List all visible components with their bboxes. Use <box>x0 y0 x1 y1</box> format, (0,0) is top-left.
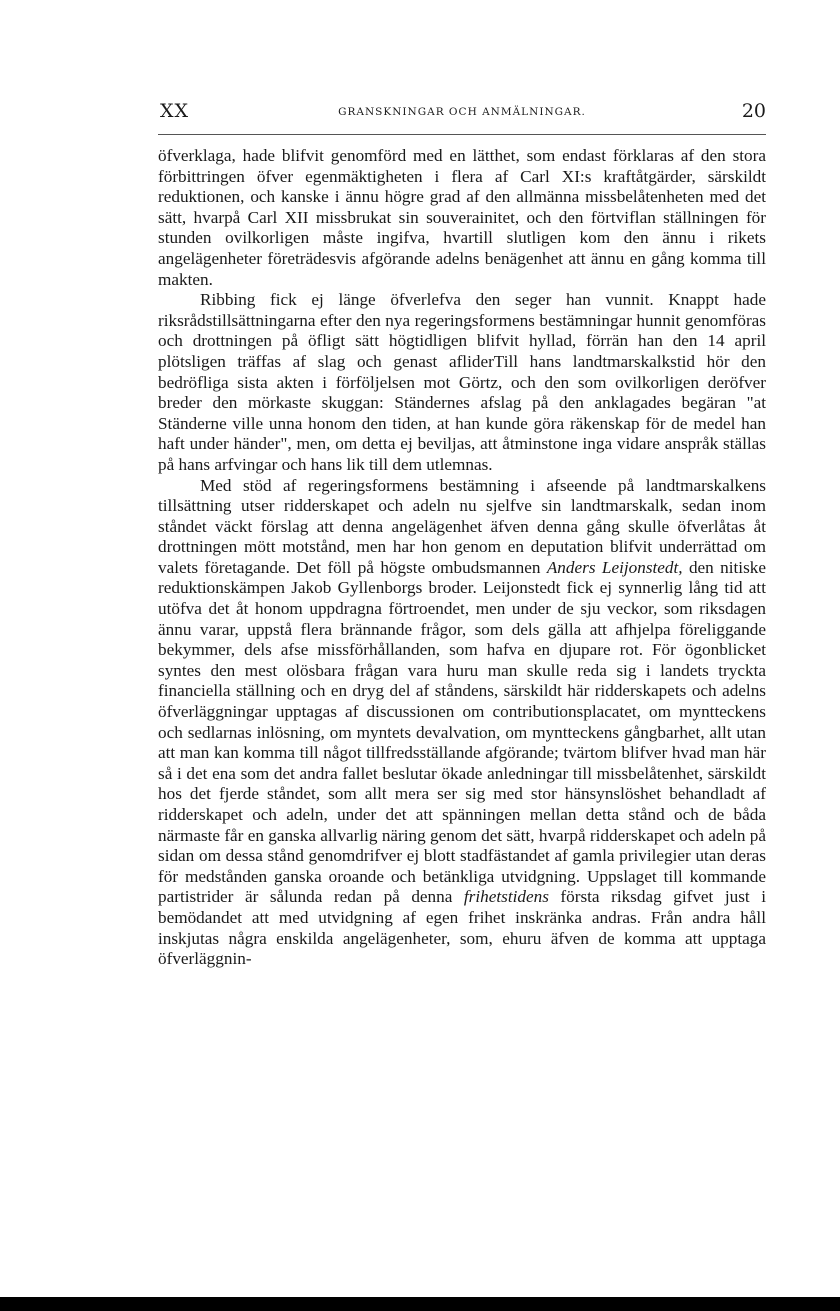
volume-number: XX <box>160 100 190 122</box>
paragraph-text: Ribbing fick ej länge öfverlefva den seger han vunnit. Knappt hade riksrådstillsättningarna efter den nya regeringsformens bestämningar hunnit genomföras och drottningen på öfligt sätt högtidligen blifvit hyllad, förrän han den 14 april plötsligen träffas af slag och genast afliderTill hans landtmarskalkstid hör den bedröfliga sista akten i förföljelsen mot Görtz, och den som ovilkorligen deröfver breder den mörkaste skuggan: Ständernes afslag på den anklagades begäran "at Ständerne ville unna honom den tiden, at han kunde göra räkenskap för de medel han haft under händer", men, om detta ej beviljas, att åtminstone inga vidare anspråk ställas på hans arfvingar och hans lik till dem utlemnas. <box>158 290 766 474</box>
scan-edge <box>0 1297 840 1311</box>
paragraph-text: den nitiske reduktionskämpen Jakob Gyllenborgs broder. Leijonstedt fick ej synnerlig lång tid att utöfva det åt honom uppdragna förtroendet, men under de sju veckor, som riksdagen ännu varar, uppstå flera brännande frågor, som dels gälla att afhjelpa föreliggande bekymmer, dels afse missförhållanden, som hafva en djupare rot. För ögonblicket syntes den mest olösbara frågan vara huru man skulle reda sig i landets tryckta financiella ställning och en dryg del af ståndens, särskildt här ridderskapets och adelns öfverläggningar upptagas af discussionen om contributionsplacatet, om myntteckens och sedlarnas inlösning, om myntets devalvation, om myntteckens gångbarhet, allt utan att man kan komma till något tillfredsställande afgörande; tvärtom blifver hvad man här så i det ena som det andra fallet beslutar ökade anledningar till missbelåtenhet, särskildt hos det fjerde ståndet, som allt mera ser sig med stor hänsynslöshet behandladt af ridderskapet och adeln, under det att spänningen mellan detta stånd och de båda närmaste får en ganska allvarlig näring genom det sätt, hvarpå ridderskapet och adeln på sidan om dessa stånd genomdrifver ej blott stadfästandet af gamla privilegier utan deras för medstånden ganska oroande och betänkliga utvidgning. Uppslaget till kommande partistrider är sålunda redan på denna <box>158 557 767 907</box>
paragraph-3 <box>158 476 766 970</box>
paragraph-2 <box>158 290 766 475</box>
paragraph-text: Med stöd af regeringsformens bestämning i afseende på landtmarskalkens tillsättning utser ridderskapet och adeln nu sjelfve sin landtmarskalk, sedan inom ståndet väckt förslag att denna angelägenhet äfven denna gång skulle öfverlåtas åt drottningen mött motstånd, men har hon genom en deputation blifvit underrättad om valets företagande. Det föll på högste ombudsmannen <box>158 475 766 577</box>
paragraph-1 <box>158 146 766 290</box>
italic-term: frihetstidens <box>463 887 549 907</box>
running-header <box>158 100 766 130</box>
body-text <box>158 146 766 970</box>
italic-name: Anders Leijonstedt, <box>546 557 683 577</box>
page-number: 20 <box>741 100 766 122</box>
header-rule <box>158 134 766 135</box>
paragraph-text: öfverklaga, hade blifvit genomförd med en lätthet, som endast förklaras af den stora förbittringen öfver egenmäktigheten i flera af Carl XI:s kraftåtgärder, särskildt reduktionen, och kanske i ännu högre grad af den allmänna missbelåtenheten med det sätt, hvarpå Carl XII missbrukat sin souverainitet, och den förtviflan ställningen för stunden ovilkorligen måste ingifva, hvartill slutligen kom den ännu i rikets angelägenheter företrädesvis afgörande adelns benägenhet att ännu en gång komma till makten. <box>158 146 766 289</box>
paragraph-text: första riksdag gifvet just i bemödandet att med utvidgning af egen frihet inskränka andras. Från andra håll inskjutas några enskilda angelägenheter, som, ehuru äfven de komma att upptaga öfverläggnin- <box>158 887 766 969</box>
running-title: GRANSKNINGAR OCH ANMÄLNINGAR. <box>338 106 586 118</box>
